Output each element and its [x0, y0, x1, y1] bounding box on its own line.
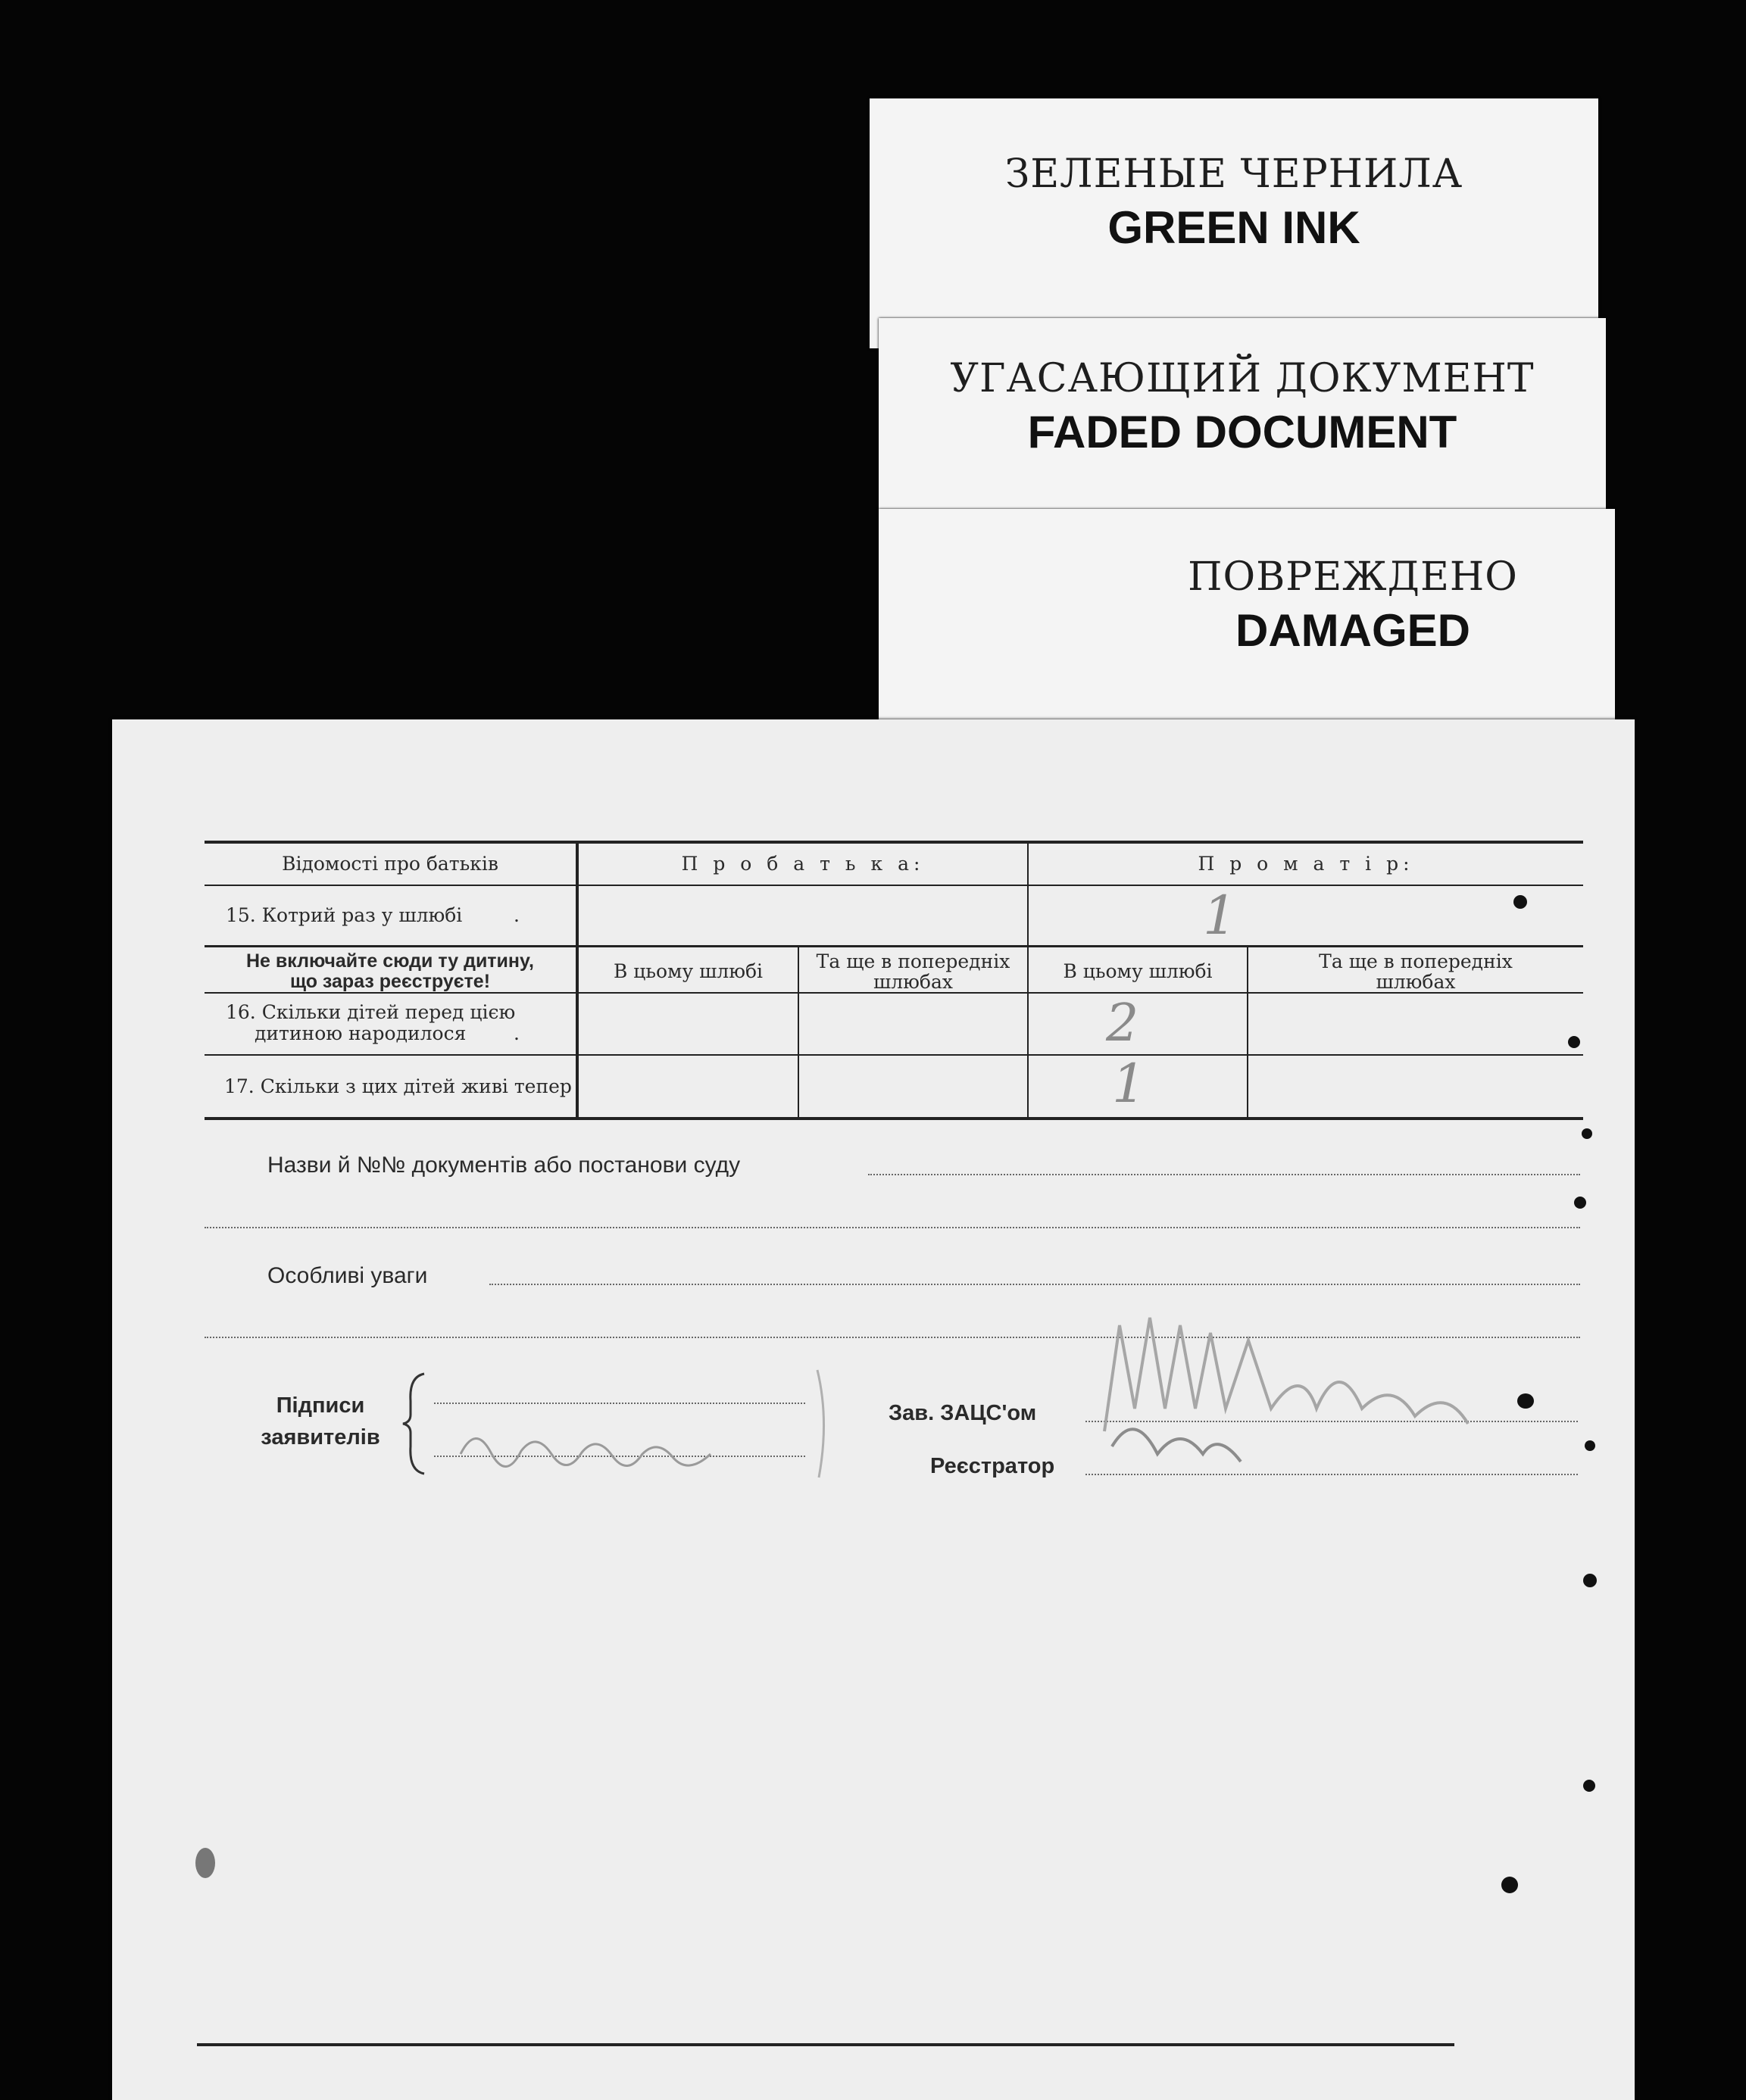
damaged-en: DAMAGED [1235, 605, 1470, 656]
row17-mother-value: 1 [1112, 1053, 1146, 1115]
binding-hole [1513, 895, 1527, 909]
notes-line [489, 1284, 1580, 1285]
father-prev-line2: шлюбах [873, 971, 953, 993]
head-of-registry-label: Зав. ЗАЦС'ом [889, 1401, 1037, 1425]
header-about-father: П р о б а т ь к а: [681, 853, 925, 875]
mother-prev-line1: Та ще в попередніх [1319, 950, 1513, 972]
documents-line [868, 1174, 1580, 1175]
official-signature-scribble [1089, 1295, 1513, 1477]
binding-hole [1501, 1877, 1518, 1893]
binding-hole [1583, 1574, 1597, 1587]
row16-label-line1: 16. Скільки дітей перед цією [226, 1001, 516, 1023]
binding-hole [1582, 1128, 1592, 1139]
documents-label: Назви й №№ документів або постанови суду [267, 1153, 741, 1178]
note-line2: що зараз реєструєте! [289, 971, 491, 992]
rule [205, 945, 1583, 947]
row17-label: 17. Скільки з цих дітей живі тепер [224, 1075, 572, 1097]
header-about-mother: П р о м а т і р: [1198, 853, 1414, 875]
rule [205, 885, 1583, 886]
faded-ru: УГАСАЮЩИЙ ДОКУМЕНТ [950, 356, 1535, 401]
leader-dot: . [514, 1022, 520, 1044]
green-ink-ru: ЗЕЛЕНЫЕ ЧЕРНИЛА [1004, 151, 1463, 197]
bottom-rule [197, 2043, 1454, 2046]
applicant-signature-line-1 [434, 1403, 805, 1404]
row15-mother-value: 1 [1203, 885, 1237, 947]
faded-en: FADED DOCUMENT [1027, 407, 1457, 457]
signatures-label-line2: заявителів [261, 1425, 380, 1449]
header-parents-info: Відомості про батьків [282, 853, 498, 875]
stain [195, 1848, 215, 1878]
notes-label: Особливі уваги [267, 1263, 428, 1288]
father-this-marriage: В цьому шлюбі [613, 960, 764, 982]
damaged-notice [879, 509, 1615, 751]
green-ink-notice [870, 98, 1598, 348]
binding-hole [1585, 1440, 1595, 1451]
binding-hole [1517, 1393, 1534, 1409]
mother-prev-line2: шлюбах [1376, 971, 1456, 993]
note-line1: Не включайте сюди ту дитину, [246, 950, 534, 972]
binding-hole [1583, 1780, 1595, 1792]
rule [205, 1054, 1583, 1056]
row15-label: 15. Котрий раз у шлюбі [226, 904, 463, 926]
applicant-signature-scribble [453, 1416, 726, 1477]
table-bottom-rule [205, 1117, 1583, 1120]
binding-hole [1568, 1036, 1580, 1048]
documents-line-2 [205, 1227, 1580, 1228]
damaged-ru: ПОВРЕЖДЕНО [1188, 554, 1518, 600]
closing-bracket [813, 1367, 836, 1481]
row16-label-line2: дитиною народилося [255, 1022, 467, 1044]
leader-dot: . [514, 904, 520, 926]
registrar-label: Реєстратор [930, 1454, 1055, 1478]
signatures-label-line1: Підписи [276, 1393, 365, 1418]
binding-hole [1574, 1197, 1586, 1209]
faded-document-notice [879, 318, 1606, 515]
row16-mother-value: 2 [1106, 994, 1139, 1053]
father-prev-line1: Та ще в попередніх [816, 950, 1010, 972]
table-top-rule [205, 841, 1583, 844]
brace-icon [398, 1371, 429, 1477]
mother-this-marriage: В цьому шлюбі [1063, 960, 1213, 982]
green-ink-en: GREEN INK [1107, 202, 1360, 253]
form-sheet [112, 719, 1635, 2100]
